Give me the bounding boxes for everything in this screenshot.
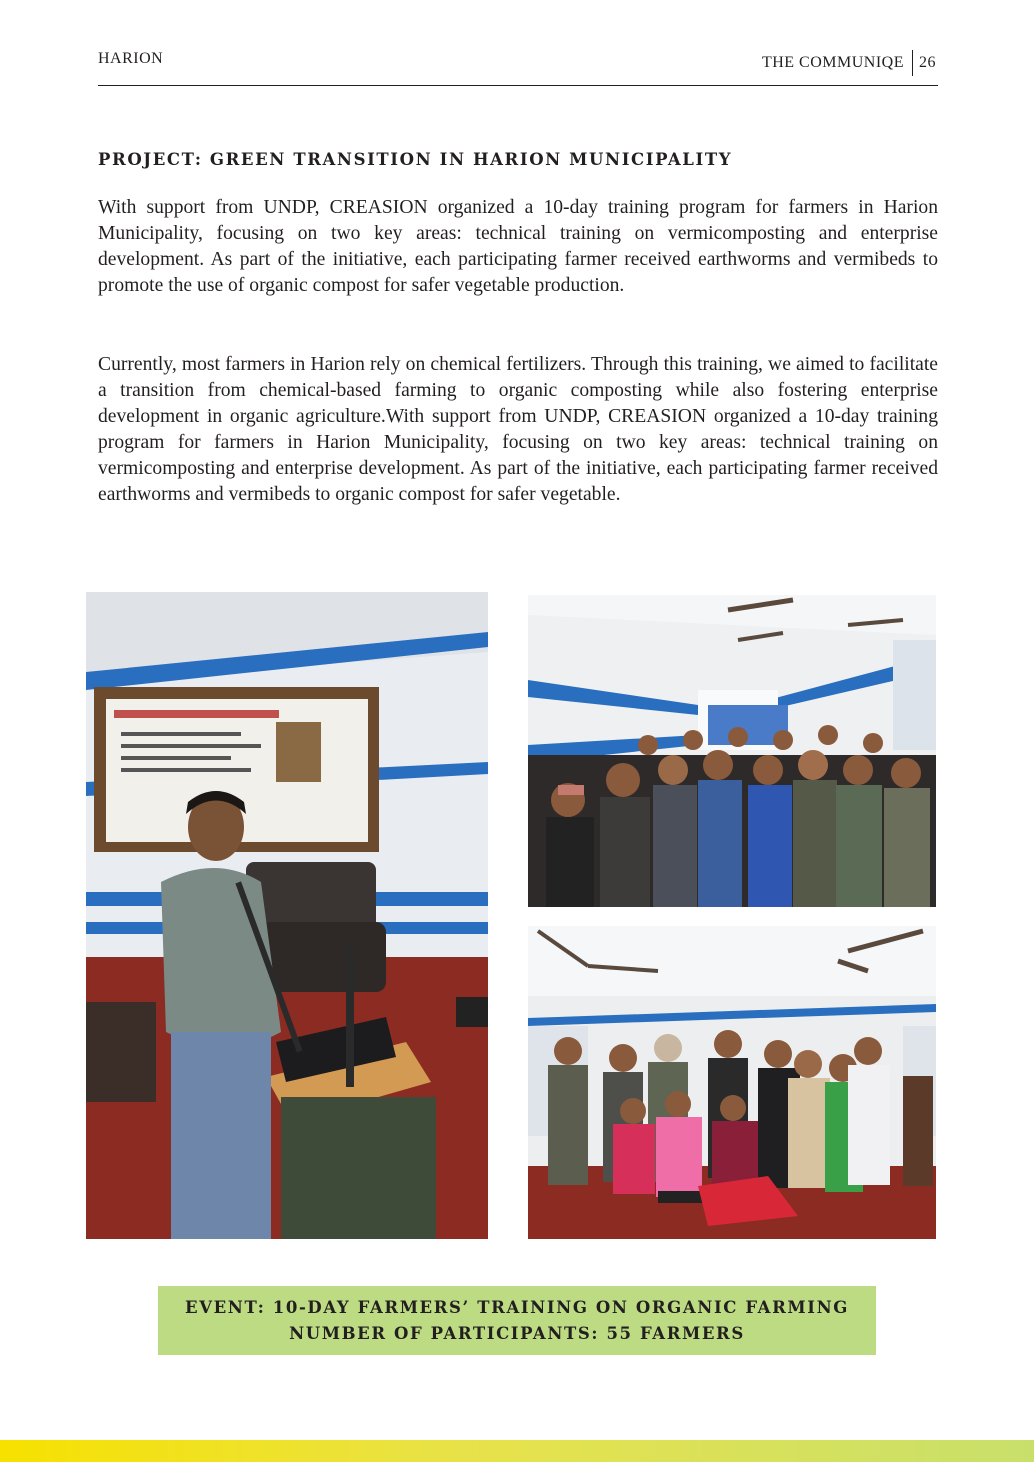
participants-count: NUMBER OF PARTICIPANTS: 55 FARMERS [289, 1323, 745, 1343]
page-number: 26 [919, 54, 936, 71]
event-summary-box [158, 1286, 876, 1355]
group-photo [528, 926, 936, 1239]
footer-gradient-bar [0, 1440, 1034, 1462]
trainer-presenting-photo [86, 592, 488, 1239]
event-title: EVENT: 10-DAY FARMERS’ TRAINING ON ORGANIC FARMING [185, 1297, 849, 1317]
article-heading: PROJECT: GREEN TRANSITION IN HARION MUNICIPALITY [98, 150, 733, 169]
header-publication-title [762, 50, 936, 76]
header-publication-section: HARION [98, 50, 164, 67]
article-paragraph-1: With support from UNDP, CREASION organized a 10-day training program for farmers in Harion Municipality, focusing on two key areas: technical training on vermicomposting and enterprise development. As part of the initiative, each participating farmer received earthworms and vermibeds to promote the use of organic compost for safer vegetable production. [98, 197, 938, 296]
header-rule [98, 85, 938, 86]
article-paragraph-2: Currently, most farmers in Harion rely on chemical fertilizers. Through this training, we aimed to facilitate a transition from chemical-based farming to organic composting while also fostering enterprise development in organic agriculture.With support from UNDP, CREASION organized a 10-day training program for farmers in Harion Municipality, focusing on two key areas: technical training on vermicomposting and enterprise development. As part of the initiative, each participating farmer received earthworms and vermibeds to organic compost for safer vegetable. [98, 354, 938, 505]
header-divider [912, 50, 913, 76]
seated-participants-photo [528, 595, 936, 907]
header-title-text: THE COMMUNIQE [761, 54, 904, 71]
